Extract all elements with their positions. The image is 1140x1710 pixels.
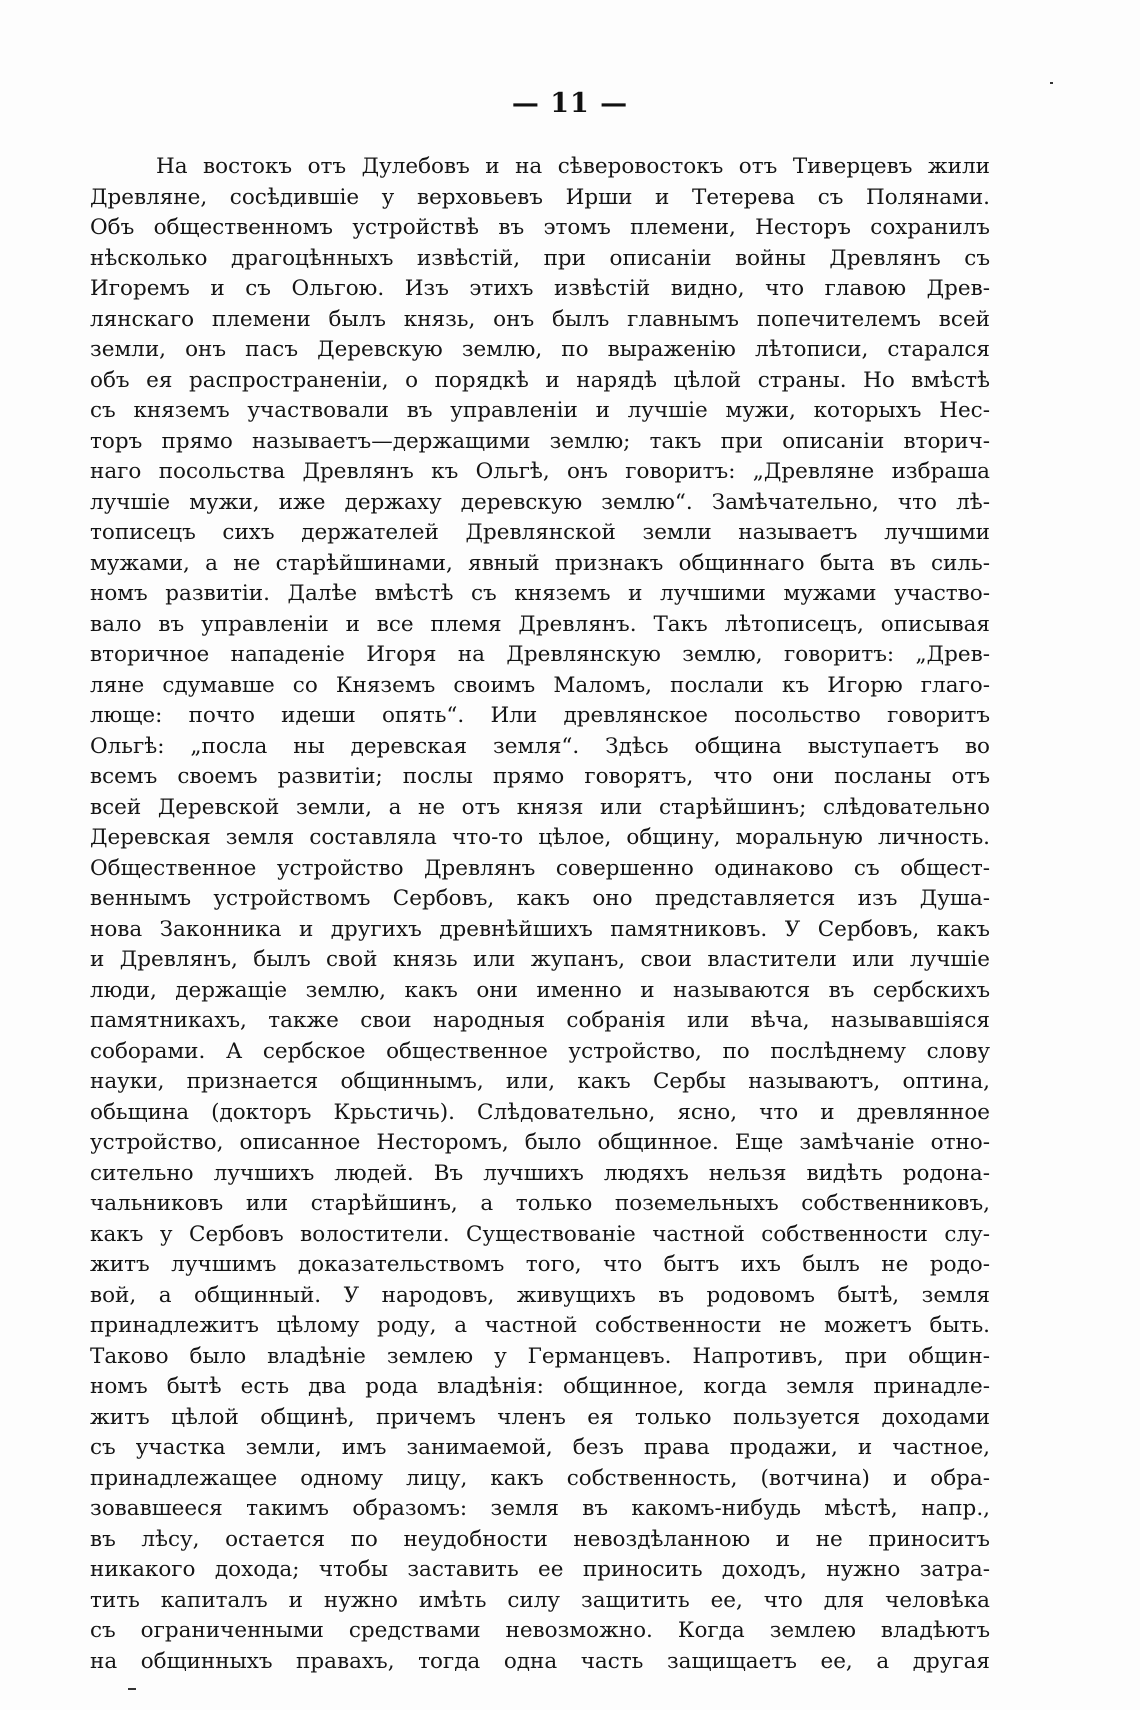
text-line: житъ лучшимъ доказательствомъ того, что бытъ ихъ былъ не родо-	[90, 1252, 990, 1277]
text-line: нова Законника и другихъ древнѣйшихъ памятниковъ. У Сербовъ, какъ	[90, 916, 990, 942]
text-line: Объ общественномъ устройствѣ въ этомъ племени, Несторъ сохранилъ	[90, 215, 990, 240]
text-line: нѣсколько драгоцѣнныхъ извѣстій, при описаніи войны Древлянъ съ	[90, 245, 990, 271]
text-line: лянскаго племени былъ князь, онъ былъ главнымъ попечителемъ всей	[90, 306, 990, 332]
text-line: обьщина (докторъ Крьстичь). Слѣдовательно, ясно, что и древлянное	[90, 1099, 990, 1125]
text-line: номъ бытѣ есть два рода владѣнія: общинное, когда земля принадле-	[90, 1374, 990, 1399]
text-line: люще: почто идеши опять“. Или древлянское посольство говоритъ	[90, 703, 990, 728]
text-line: вало въ управленіи и все племя Древлянъ. Такъ лѣтописецъ, описывая	[90, 611, 990, 637]
text-line: веннымъ устройствомъ Сербовъ, какъ оно представляется изъ Душа-	[90, 886, 990, 911]
text-line: никакого дохода; чтобы заставить ее приносить доходъ, нужно затра-	[90, 1557, 990, 1582]
text-line: торъ прямо называетъ—держащими землю; такъ при описаніи вторич-	[90, 428, 990, 454]
text-line: съ ограниченными средствами невозможно. Когда землею владѣютъ	[90, 1618, 990, 1643]
text-line: чальниковъ или старѣйшинъ, а только поземельныхъ собственниковъ,	[90, 1191, 990, 1216]
text-line: принадлежитъ цѣлому роду, а частной собственности не можетъ быть.	[90, 1313, 990, 1338]
text-line: всей Деревской земли, а не отъ князя или старѣйшинъ; слѣдовательно	[90, 794, 990, 820]
text-line: Древляне, сосѣдившіе у верховьевъ Ирши и Тетерева съ Полянами.	[90, 184, 990, 210]
text-line: номъ развитіи. Далѣе вмѣстѣ съ княземъ и лучшими мужами участво-	[90, 581, 990, 606]
text-line: и Древлянъ, былъ свой князь или жупанъ, свои властители или лучшіе	[90, 947, 990, 972]
text-line: въ лѣсу, остается по неудобности невоздѣланною и не приноситъ	[90, 1526, 990, 1552]
text-line: тить капиталъ и нужно имѣть силу защитить ее, что для человѣка	[90, 1587, 990, 1613]
text-line: Игоремъ и съ Ольгою. Изъ этихъ извѣстій видно, что главою Древ-	[90, 276, 990, 301]
scan-speck	[128, 1688, 136, 1690]
text-line: вой, а общинный. У народовъ, живущихъ въ родовомъ бытѣ, земля	[90, 1282, 990, 1308]
text-line: На востокъ отъ Дулебовъ и на сѣверовостокъ отъ Тиверцевъ жили	[156, 154, 990, 179]
text-line: на общинныхъ правахъ, тогда одна часть защищаетъ ее, а другая	[90, 1648, 990, 1674]
text-line: житъ цѣлой общинѣ, причемъ членъ ея только пользуется доходами	[90, 1404, 990, 1430]
scan-speck	[1050, 82, 1053, 84]
text-line: лучшіе мужи, иже держаху деревскую землю“. Замѣчательно, что лѣ-	[90, 489, 990, 515]
text-line: объ ея распространеніи, о порядкѣ и нарядѣ цѣлой страны. Но вмѣстѣ	[90, 367, 990, 393]
text-line: сительно лучшихъ людей. Въ лучшихъ людяхъ нельзя видѣть родона-	[90, 1160, 990, 1186]
text-line: Ольгѣ: „посла ны деревская земля“. Здѣсь община выступаетъ во	[90, 733, 990, 759]
text-line: Деревская земля составляла что-то цѣлое, общину, моральную личность.	[90, 825, 990, 850]
text-line: мужами, а не старѣйшинами, явный признакъ общиннаго быта въ силь-	[90, 550, 990, 576]
text-line: Общественное устройство Древлянъ совершенно одинаково съ общест-	[90, 855, 990, 881]
text-line: устройство, описанное Несторомъ, было общинное. Еще замѣчаніе отно-	[90, 1130, 990, 1155]
text-line: Таково было владѣніе землею у Германцевъ. Напротивъ, при общин-	[90, 1343, 990, 1369]
text-line: земли, онъ пасъ Деревскую землю, по выраженію лѣтописи, старался	[90, 337, 990, 362]
text-line: тописецъ сихъ держателей Древлянской земли называетъ лучшими	[90, 520, 990, 545]
text-line: соборами. А сербское общественное устройство, по послѣднему слову	[90, 1038, 990, 1064]
text-line: съ участка земли, имъ занимаемой, безъ права продажи, и частное,	[90, 1435, 990, 1460]
text-line: съ княземъ участвовали въ управленіи и лучшіе мужи, которыхъ Нес-	[90, 398, 990, 423]
text-line: вторичное нападеніе Игоря на Древлянскую землю, говоритъ: „Древ-	[90, 642, 990, 667]
text-line: ляне сдумавше со Княземъ своимъ Маломъ, послали къ Игорю глаго-	[90, 672, 990, 698]
text-line: наго посольства Древлянъ къ Ольгѣ, онъ говоритъ: „Древляне избраша	[90, 459, 990, 484]
text-line: всемъ своемъ развитіи; послы прямо говорятъ, что они посланы отъ	[90, 764, 990, 789]
text-line: люди, держащіе землю, какъ они именно и называются въ сербскихъ	[90, 977, 990, 1003]
text-line: зовавшееся такимъ образомъ: земля въ какомъ-нибудь мѣстѣ, напр.,	[90, 1496, 990, 1521]
text-line: памятникахъ, также свои народныя собранія или вѣча, называвшіяся	[90, 1008, 990, 1033]
page-number: — 11 —	[511, 88, 629, 119]
body-text	[90, 152, 990, 1677]
text-line: науки, признается общиннымъ, или, какъ Сербы называютъ, оптина,	[90, 1069, 990, 1094]
text-line: принадлежащее одному лицу, какъ собственность, (вотчина) и обра-	[90, 1465, 990, 1491]
text-line: какъ у Сербовъ волостители. Существованіе частной собственности слу-	[90, 1221, 990, 1247]
